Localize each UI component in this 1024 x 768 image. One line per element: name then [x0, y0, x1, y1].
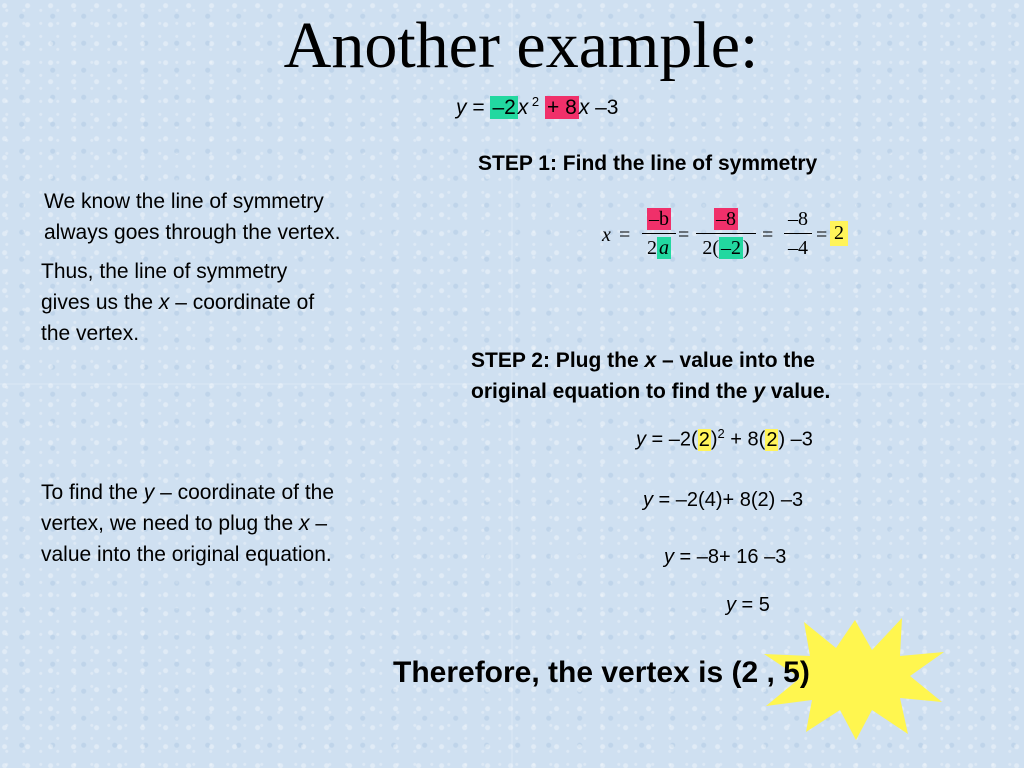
x-coordinate-note [41, 256, 314, 349]
note3-line3: value into the original equation. [41, 543, 332, 566]
note1-line2: always goes through the vertex. [44, 221, 341, 244]
note3-line1: To find the y – coordinate of the [41, 481, 335, 504]
formula-result: 2 [830, 221, 848, 246]
fraction-simplified: –8 –4 [784, 207, 812, 260]
step1-heading: STEP 1: Find the line of symmetry [478, 152, 818, 175]
eq-exponent: 2 [528, 94, 540, 109]
slide-title: Another example: [283, 9, 759, 82]
formula-eq3: = [762, 224, 774, 246]
note2-line1: Thus, the line of symmetry [41, 260, 288, 283]
eq-x: x [517, 96, 529, 119]
step2-line2: original equation to find the y value. [471, 380, 831, 403]
eq-x2: x [578, 96, 590, 119]
work-row-1: $y = -2(2)^2 + 8(2)$ –3 [636, 426, 813, 451]
eq-equals: = [466, 96, 491, 119]
eq-constant: –3 [589, 96, 619, 119]
conclusion-text: Therefore, the vertex is [393, 656, 732, 689]
eq-y: y [456, 96, 467, 119]
a-coefficient: –2 [492, 96, 516, 119]
step2-heading [471, 345, 991, 407]
formula-eq2: = [678, 224, 690, 246]
b-coefficient: + 8 [546, 96, 577, 119]
formula-x: x [602, 224, 611, 246]
fraction-neg-b-over-2a: –b 2 a [642, 207, 676, 260]
symmetry-formula [600, 203, 860, 273]
note2-line3: the vertex. [41, 322, 140, 345]
formula-eq1: = [619, 224, 631, 246]
step2-line1: STEP 2: Plug the x – value into the [471, 349, 815, 372]
work-row-2: y = –2(4)+ 8(2) –3 [643, 489, 804, 511]
note1-line1: We know the line of symmetry [44, 190, 324, 213]
conclusion [393, 656, 810, 690]
quadratic-equation [456, 94, 618, 120]
note3-line2: vertex, we need to plug the x – [41, 512, 328, 535]
symmetry-note [44, 186, 341, 248]
y-coordinate-note [41, 477, 334, 570]
work-row-3: y = –8+ 16 –3 [664, 546, 787, 568]
note2-line2: gives us the x – coordinate of [41, 291, 315, 314]
work-row-4: y = 5 [726, 594, 770, 616]
vertex-answer: (2 , 5) [731, 656, 810, 689]
formula-eq4: = [816, 224, 828, 246]
fraction-substituted: –8 2( –2 ) [696, 207, 756, 260]
